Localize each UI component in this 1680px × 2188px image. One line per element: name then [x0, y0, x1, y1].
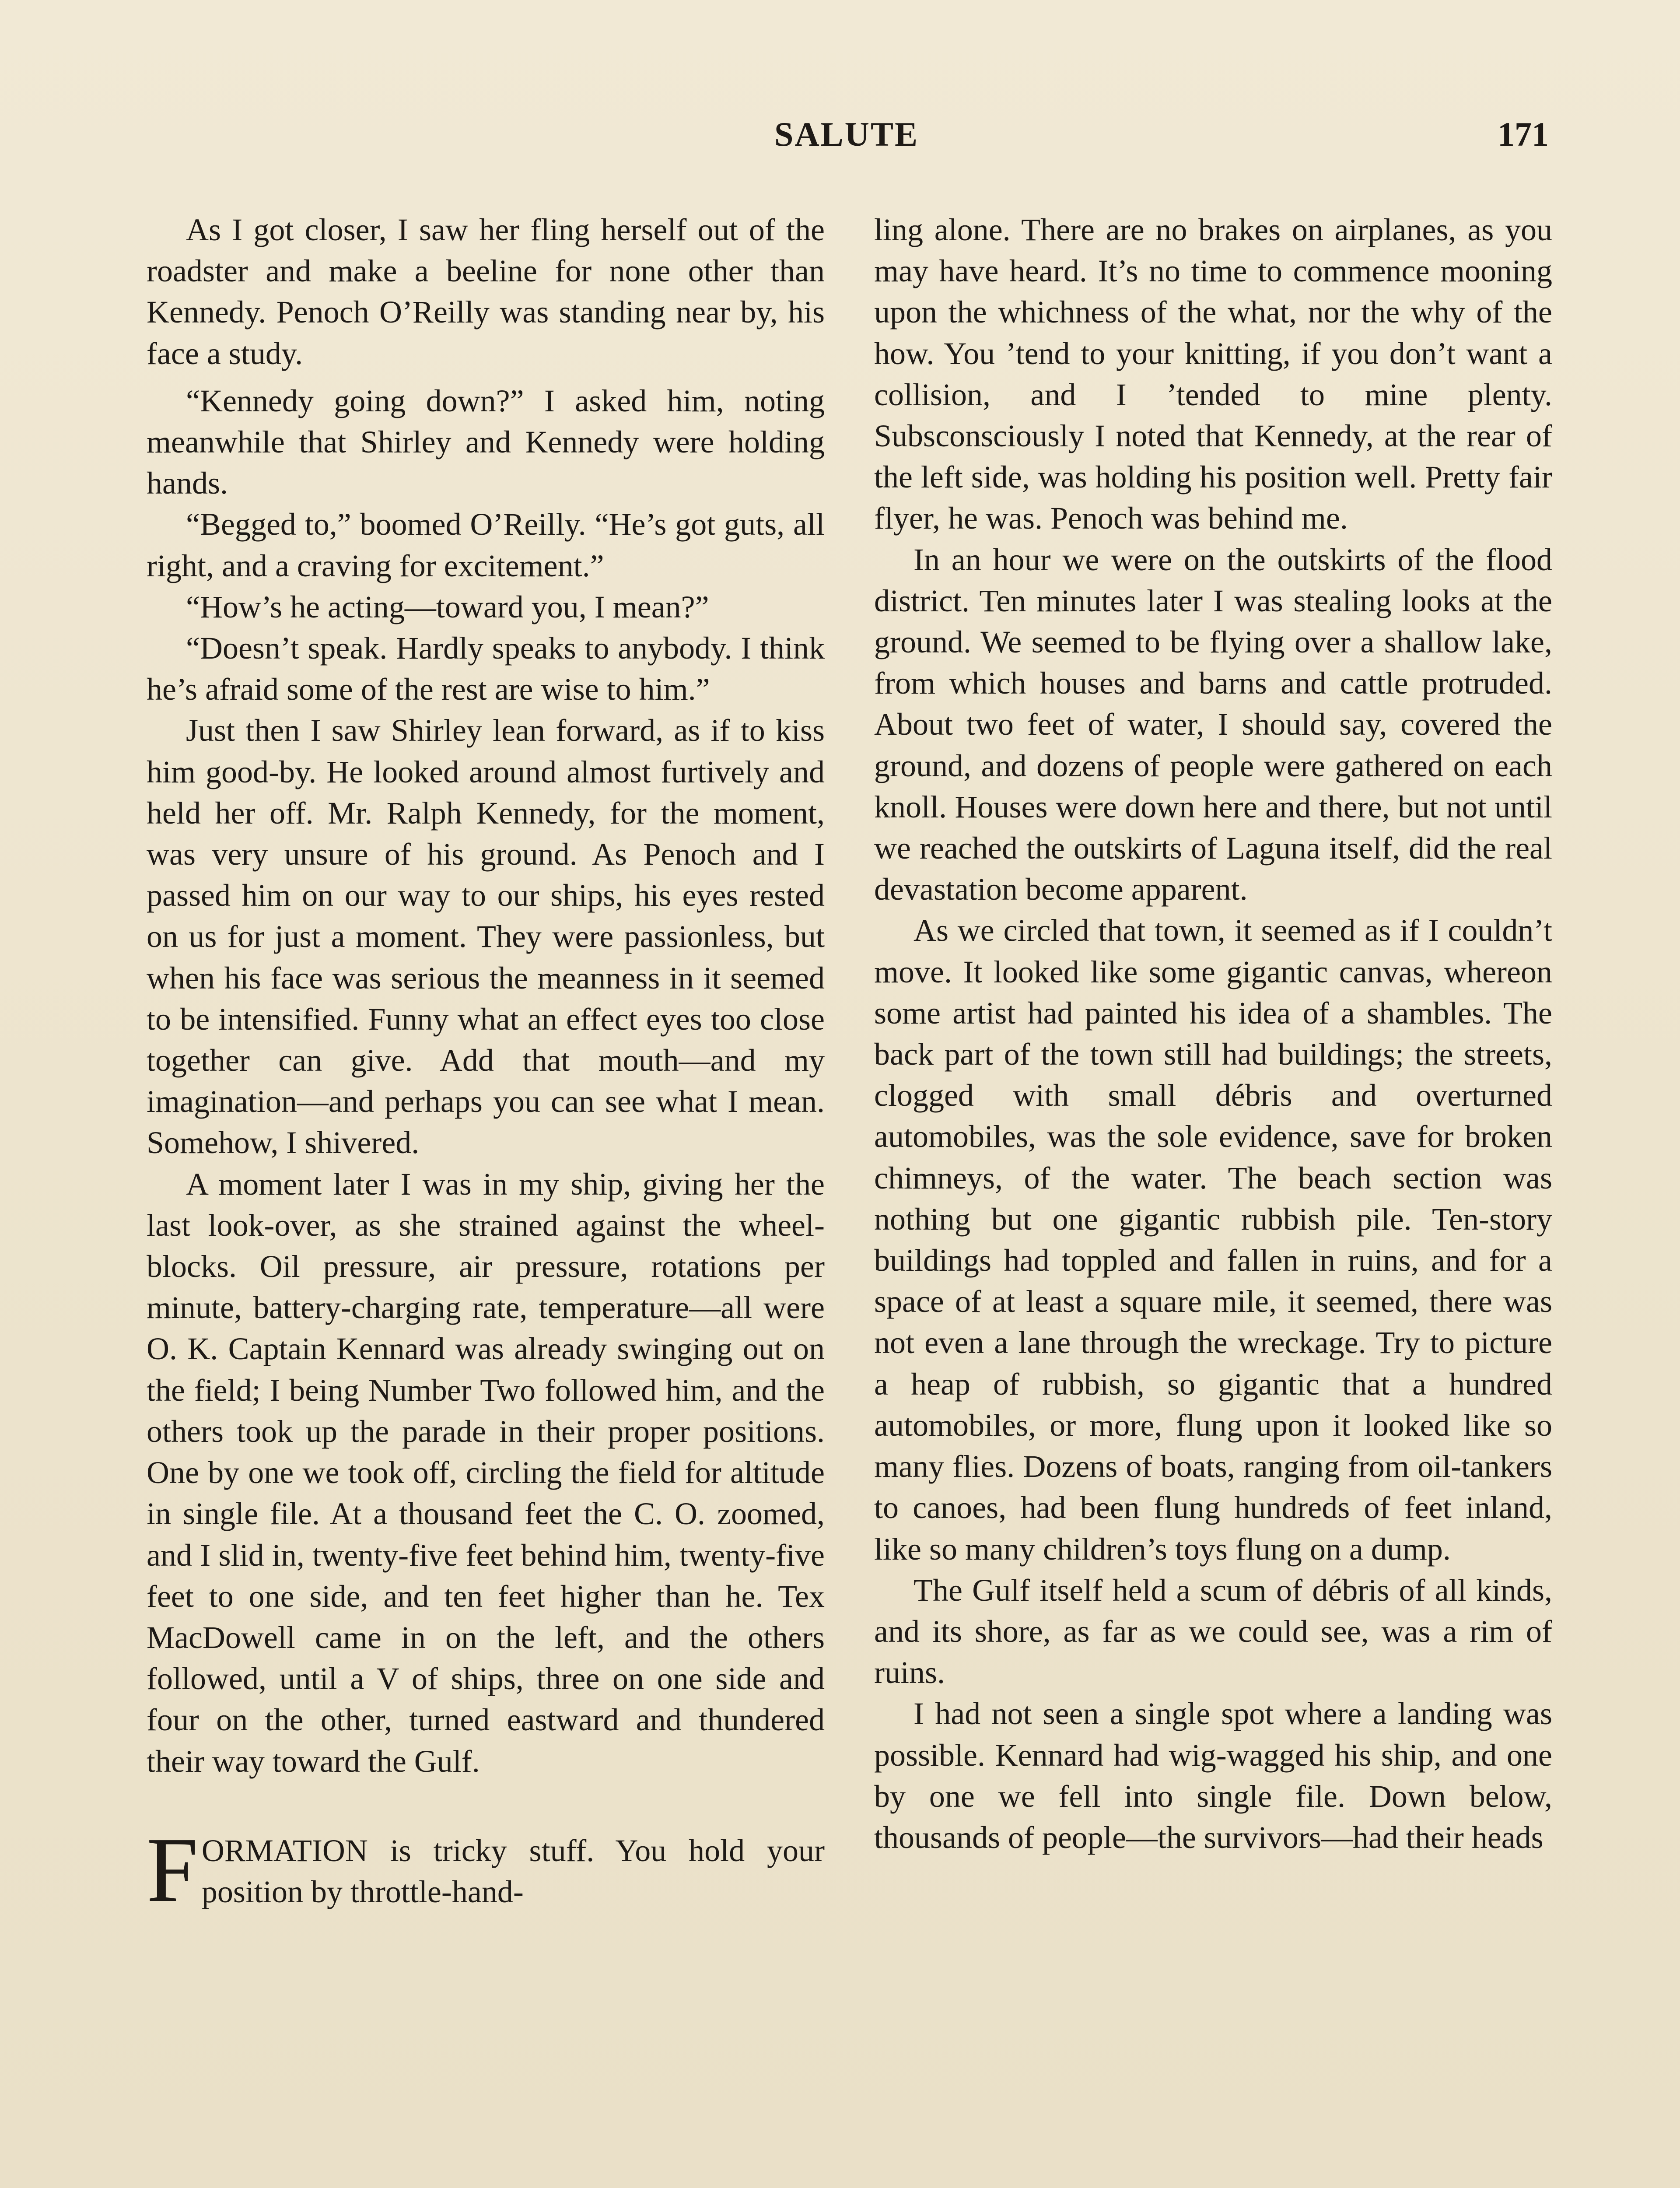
- paragraph: As I got closer, I saw her fling herself out of the roadster and make a beeline for none other than Kennedy. Penoch O’Reilly was standing near by, his face a study.: [147, 212, 825, 371]
- running-title: SALUTE: [774, 115, 919, 153]
- paragraph: I had not seen a single spot where a landing was possible. Kennard had wig-wagged his ship, and one by one we fell into single file. Down below, thousands of people—the survivors—had their heads: [874, 1696, 1552, 1855]
- paragraph: Just then I saw Shirley lean forward, as if to kiss him good-by. He looked around almost furtively and held her off. Mr. Ralph Kennedy, for the moment, was very unsure of his ground. As Penoch and I passed him on our way to our ships, his eyes rested on us for just a moment. They were passionless, but when his face was serious the meanness in it seemed to be intensified. Funny what an effect eyes too close together can give. Add that mouth—and my imagination—and perhaps you can see what I mean. Somehow, I shivered.: [147, 713, 825, 1161]
- paragraph: “How’s he acting—toward you, I mean?”: [186, 589, 709, 624]
- paragraph: The Gulf itself held a scum of débris of all kinds, and its shore, as far as we could see, was a rim of ruins.: [874, 1572, 1552, 1690]
- paragraph: As we circled that town, it seemed as if I couldn’t move. It looked like some gigantic canvas, whereon some artist had painted his idea of a shambles. The back part of the town still had buildings; the streets, clogged with small débris and overturned automobiles, was the sole evidence, save for broken chimneys, of the water. The beach section was nothing but one gigantic rubbish pile. Ten-story buildings had toppled and fallen in ruins, and for a space of at least a square mile, it seemed, there was not even a lane through the wreckage. Try to picture a heap of rubbish, so gigantic that a hundred automobiles, or more, flung upon it looked like so many flies. Dozens of boats, ranging from oil-tankers to canoes, had been flung hundreds of feet inland, like so many children’s toys flung on a dump.: [874, 913, 1552, 1567]
- right-column: [874, 209, 1552, 1858]
- continued-paragraph: ling alone. There are no brakes on airplanes, as you may have heard. It’s no time to commence mooning upon the whichness of the what, nor the why of the how. You ’tend to your knitting, if you don’t want a collision, and I ’tended to mine plenty. Subsconsciously I noted that Kennedy, at the rear of the left side, was holding his position well. Pretty fair flyer, he was. Penoch was behind me.: [874, 212, 1552, 536]
- section-opening-text: ORMATION is tricky stuff. You hold your position by throttle-hand-: [201, 1833, 825, 1909]
- paragraph: In an hour we were on the outskirts of the flood district. Ten minutes later I was stealing looks at the ground. We seemed to be flying over a shallow lake, from which houses and barns and cattle protruded. About two feet of water, I should say, covered the ground, and dozens of people were gathered on each knoll. Houses were down here and there, but not until we reached the outskirts of Laguna itself, did the real devastation become apparent.: [874, 542, 1552, 907]
- paragraph: “Doesn’t speak. Hardly speaks to anybody. I think he’s afraid some of the rest are wise to him.”: [147, 631, 825, 707]
- running-head: [144, 115, 1549, 163]
- paragraph: “Begged to,” boomed O’Reilly. “He’s got guts, all right, and a craving for excitement.”: [147, 507, 825, 583]
- left-column: [147, 209, 825, 1921]
- paragraph: A moment later I was in my ship, giving her the last look-over, as she strained against the wheel-blocks. Oil pressure, air pressure, rotations per minute, battery-charging rate, temperature—all were O. K. Captain Kennard was already swinging out on the field; I being Number Two followed him, and the others took up the parade in their proper positions. One by one we took off, circling the field for altitude in single file. At a thousand feet the C. O. zoomed, and I slid in, twenty-five feet behind him, twenty-five feet to one side, and ten feet higher than he. Tex MacDowell came in on the left, and the others followed, until a V of ships, three on one side and four on the other, turned eastward and thundered their way toward the Gulf.: [147, 1166, 825, 1779]
- paragraph: “Kennedy going down?” I asked him, noting meanwhile that Shirley and Kennedy were holding hands.: [147, 383, 825, 501]
- section-opening-paragraph: [147, 1818, 825, 1921]
- page-number: 171: [1498, 115, 1549, 153]
- drop-cap: F: [147, 1818, 198, 1921]
